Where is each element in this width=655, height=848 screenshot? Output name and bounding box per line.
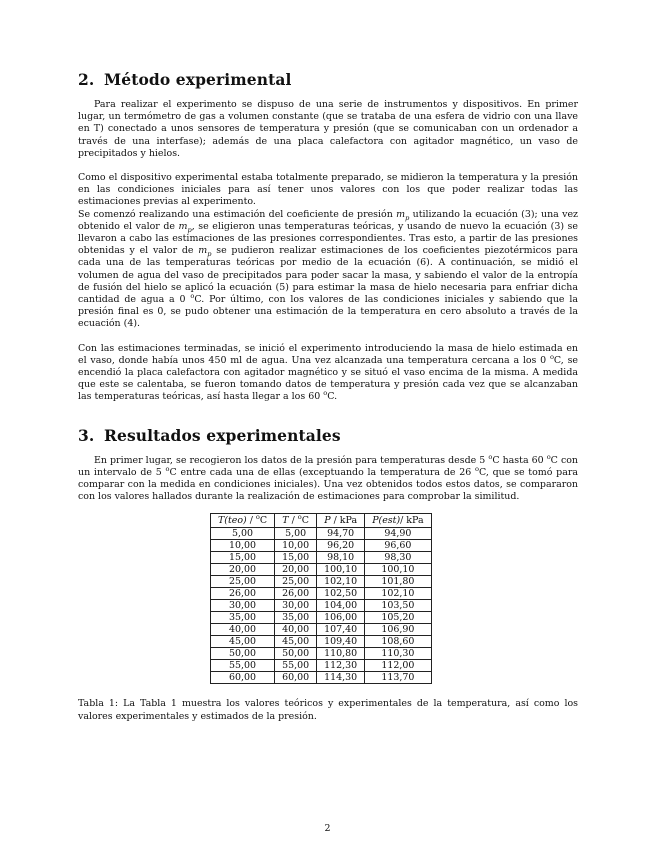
table-cell: 60,00 — [275, 672, 317, 684]
table-cell: 106,00 — [317, 612, 365, 624]
table-cell: 100,10 — [365, 564, 431, 576]
table-cell: 35,00 — [275, 612, 317, 624]
table-row — [211, 672, 432, 684]
table-cell: 55,00 — [211, 660, 275, 672]
table-cell: 112,00 — [365, 660, 431, 672]
table-cell: 94,90 — [365, 528, 431, 540]
table-row — [211, 660, 432, 672]
table-cell: 102,50 — [317, 588, 365, 600]
section-title: Método experimental — [104, 70, 292, 89]
table-cell: 50,00 — [211, 648, 275, 660]
table-caption: Tabla 1: La Tabla 1 muestra los valores teóricos y experimentales de la temperatura, así como los valores experimentales y estimados de la presión. — [78, 698, 578, 722]
table-cell: 5,00 — [275, 528, 317, 540]
table-cell: 102,10 — [365, 588, 431, 600]
paragraph-initial-conditions: Como el dispositivo experimental estaba totalmente preparado, se midieron la temperatura y la presión en las condiciones iniciales para así tener unos valores con los que poder realizar todas las estimaciones previas al experimento. — [78, 172, 578, 208]
table-header-row — [211, 514, 432, 528]
table-cell: 107,40 — [317, 624, 365, 636]
table-cell: 112,30 — [317, 660, 365, 672]
header-t-teo: T(teo) / $^o$C — [211, 514, 275, 528]
table-row — [211, 564, 432, 576]
table-cell: 104,00 — [317, 600, 365, 612]
table-cell: 98,10 — [317, 552, 365, 564]
table-row — [211, 588, 432, 600]
table-cell: 110,30 — [365, 648, 431, 660]
table-cell: 50,00 — [275, 648, 317, 660]
table-row — [211, 552, 432, 564]
table-cell: 10,00 — [275, 540, 317, 552]
table-cell: 108,60 — [365, 636, 431, 648]
table-cell: 100,10 — [317, 564, 365, 576]
results-table — [210, 513, 432, 684]
table-cell: 96,60 — [365, 540, 431, 552]
table-row — [211, 600, 432, 612]
table-cell: 109,40 — [317, 636, 365, 648]
section-number: 3. — [78, 425, 95, 445]
page-content — [78, 70, 578, 723]
table-cell: 94,70 — [317, 528, 365, 540]
table-cell: 10,00 — [211, 540, 275, 552]
table-cell: 40,00 — [211, 624, 275, 636]
header-p: P / kPa — [317, 514, 365, 528]
table-row — [211, 540, 432, 552]
table-row — [211, 624, 432, 636]
table-cell: 110,80 — [317, 648, 365, 660]
table-row — [211, 636, 432, 648]
table-cell: 25,00 — [211, 576, 275, 588]
table-cell: 5,00 — [211, 528, 275, 540]
table-cell: 20,00 — [275, 564, 317, 576]
table-row — [211, 648, 432, 660]
header-t: T / $^o$C — [275, 514, 317, 528]
paragraph-procedure: Con las estimaciones terminadas, se inició el experimento introduciendo la masa de hielo estimada en el vaso, donde había unos 450 ml de agua. Una vez alcanzada una temperatura cercana a los 0 $^o$C, se encendió la placa calefactora con agitador magnético y se situó el vaso encima de la misma. A medida que este se calentaba, se fueron tomando datos de temperatura y presión cada vez que se alcanzaban las temperaturas teóricas, así hasta llegar a los 60 $^o$C. — [78, 342, 579, 403]
table-cell: 45,00 — [211, 636, 275, 648]
table-cell: 20,00 — [211, 564, 275, 576]
table-cell: 113,70 — [365, 672, 431, 684]
paragraph-results: En primer lugar, se recogieron los datos de la presión para temperaturas desde 5 $^o$C hasta 60 $^o$C con un intervalo de 5 $^o$C entre cada una de ellas (exceptuando la temperatura de 26 $^o$C, que se tomó para comparar con la medida en condiciones iniciales). Una vez obtenidos todos estos datos, se compararon con los valores hallados durante la realización de estimaciones para comprobar la similitud. — [78, 452, 578, 503]
section-number: 2. — [78, 70, 95, 89]
section-heading-resultados — [78, 426, 578, 445]
table-cell: 114,30 — [317, 672, 365, 684]
table-cell: 55,00 — [275, 660, 317, 672]
table-cell: 96,20 — [317, 540, 365, 552]
table-row — [211, 576, 432, 588]
table-cell: 106,90 — [365, 624, 431, 636]
table-cell: 101,80 — [365, 576, 431, 588]
table-row — [211, 528, 432, 540]
paragraph-estimations: Se comenzó realizando una estimación del coeficiente de presión $m_p$ utilizando la ecuación (3); una vez obtenido el valor de $m_p$, se eligieron unas temperaturas teóricas, y usando de nuevo la ecuación (3) se llevaron a cabo las estimaciones de las presiones correspondientes. Tras esto, a partir de las presiones obtenidas y el valor de $m_p$ se pudieron realizar estimaciones de los coeficientes piezotérmicos para cada una de las temperaturas teóricas por medio de la ecuación (6). A continuación, se midió el volumen de agua del vaso de precipitados para poder sacar la masa, y sabiendo el valor de la entropía de fusión del hielo se aplicó la ecuación (5) para estimar la masa de hielo necesaria para enfriar dicha cantidad de agua a 0 $^o$C. Por último, con los valores de las condiciones iniciales y sabiendo que la presión final es 0, se pudo obtener una estimación de la temperatura en cero absoluto a través de la ecuación (4). — [78, 208, 578, 330]
table-cell: 30,00 — [275, 600, 317, 612]
table-cell: 35,00 — [211, 612, 275, 624]
table-cell: 102,10 — [317, 576, 365, 588]
table-cell: 98,30 — [365, 552, 431, 564]
table-cell: 45,00 — [275, 636, 317, 648]
table-cell: 15,00 — [275, 552, 317, 564]
table-cell: 30,00 — [211, 600, 275, 612]
section-title: Resultados experimentales — [104, 425, 341, 445]
section-heading-metodo — [78, 70, 578, 89]
table-cell: 40,00 — [275, 624, 317, 636]
page-number: 2 — [324, 823, 331, 834]
table-cell: 15,00 — [211, 552, 275, 564]
table-cell: 26,00 — [211, 588, 275, 600]
table-row — [211, 612, 432, 624]
paragraph-instruments: Para realizar el experimento se dispuso de una serie de instrumentos y dispositivos. En primer lugar, un termómetro de gas a volumen constante (que se trataba de una esfera de vidrio con una llave en T) conectado a unos sensores de temperatura y presión (que se comunicaban con un ordenador a través de una interfase); además de una placa calefactora con agitador magnético, un vaso de precipitados y hielos. — [78, 99, 578, 159]
table-cell: 60,00 — [211, 672, 275, 684]
header-p-est: P(est)/ kPa — [365, 514, 431, 528]
table-cell: 26,00 — [275, 588, 317, 600]
table-cell: 105,20 — [365, 612, 431, 624]
table-cell: 25,00 — [275, 576, 317, 588]
table-cell: 103,50 — [365, 600, 431, 612]
